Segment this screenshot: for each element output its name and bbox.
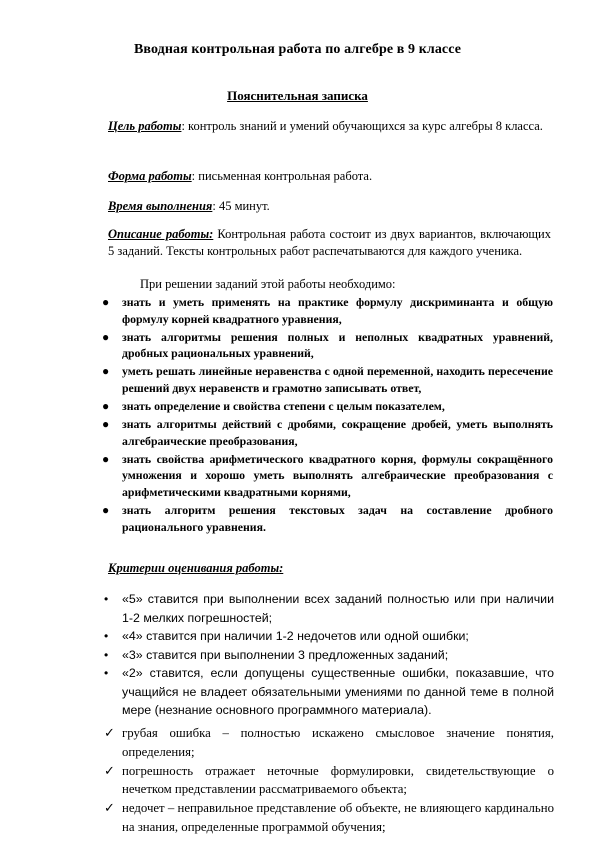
list-item: • «3» ставится при выполнении 3 предложенных заданий; <box>104 646 554 665</box>
check-mark-icon: ✓ <box>104 725 115 740</box>
list-item: ● знать алгоритмы решения полных и неполных квадратных уравнений, дробных рациональных уравнений, <box>102 329 553 361</box>
description-paragraph <box>108 226 551 259</box>
criteria-heading <box>108 558 551 578</box>
check-mark-icon: ✓ <box>104 762 115 778</box>
page-title: Вводная контрольная работа по алгебре в 9 классе <box>133 42 462 57</box>
page-subtitle: Пояснительная записка <box>227 88 368 103</box>
list-item: ● знать свойства арифметического квадратного корня, формулы сокращённого умножения и хорошо уметь выполнять алгебраические преобразования с арифметическими квадратными корнями, <box>102 451 553 500</box>
bullet-dot-icon: ● <box>102 364 110 379</box>
list-item: • «4» ставится при наличии 1-2 недочетов или одной ошибки; <box>104 627 554 646</box>
goal-text: : контроль знаний и умений обучающихся за курс алгебры 8 класса. <box>181 119 543 133</box>
bullet-dot-icon: • <box>104 629 109 643</box>
list-item: • «5» ставится при выполнении всех заданий полностью или при наличии 1-2 мелких погрешностей; <box>104 592 554 625</box>
form-paragraph <box>108 166 551 186</box>
form-label: Форма работы <box>108 169 192 183</box>
bullet-dot-icon: ● <box>102 417 110 432</box>
bullet-dot-icon: • <box>104 666 109 680</box>
bullet-dot-icon: ● <box>102 329 110 344</box>
list-item: ✓ грубая ошибка – полностью искажено смысловое значение понятия, определения; <box>104 725 554 759</box>
requirements-intro: При решении заданий этой работы необходимо: <box>140 277 396 291</box>
list-item: ✓ недочет – неправильное представление об объекте, не влияющего кардинально на знания, определенные программой обучения; <box>104 800 554 834</box>
bullet-dot-icon: ● <box>102 503 110 518</box>
bullet-dot-icon: ● <box>102 451 110 466</box>
list-item: ● знать определение и свойства степени с целым показателем, <box>102 399 445 414</box>
list-item: ● уметь решать линейные неравенства с одной переменной, находить пересечение решений двух неравенств и грамотно записывать ответ, <box>102 364 553 395</box>
list-item: ● знать алгоритм решения текстовых задач на составление дробного рационального уравнения. <box>102 503 553 534</box>
definitions-list <box>104 724 554 837</box>
time-label: Время выполнения <box>108 199 213 213</box>
list-item: ● знать и уметь применять на практике формулу дискриминанта и общую формулу корней квадратного уравнения, <box>102 295 553 326</box>
check-mark-icon: ✓ <box>104 800 115 815</box>
criteria-label: Критерии оценивания работы: <box>108 561 284 575</box>
bullet-dot-icon: • <box>104 592 109 606</box>
goal-paragraph <box>108 116 551 136</box>
description-label: Описание работы: <box>108 227 214 241</box>
list-item: ✓ погрешность отражает неточные формулировки, свидетельствующие о нечетком представлении рассматриваемого объекта; <box>104 762 554 796</box>
list-item: • «2» ставится, если допущены существенные ошибки, показавшие, что учащийся не владеет обязательными умениями по данной теме в полной мере (незнание основного программного материала). <box>104 666 554 717</box>
goal-label: Цель работы <box>108 119 182 133</box>
requirements-list <box>102 294 553 537</box>
form-text: : письменная контрольная работа. <box>191 169 373 183</box>
description-text: Контрольная работа состоит из двух вариантов, включающих 5 заданий. Тексты контрольных работ распечатываются для каждого ученика. <box>108 227 551 258</box>
grades-list <box>104 590 554 720</box>
time-paragraph <box>108 196 551 216</box>
list-item: ● знать алгоритмы действий с дробями, сокращение дробей, уметь выполнять алгебраические преобразования, <box>102 417 553 448</box>
bullet-dot-icon: ● <box>102 399 110 414</box>
time-text: : 45 минут. <box>212 199 270 213</box>
bullet-dot-icon: • <box>104 647 109 662</box>
bullet-dot-icon: ● <box>102 295 110 309</box>
